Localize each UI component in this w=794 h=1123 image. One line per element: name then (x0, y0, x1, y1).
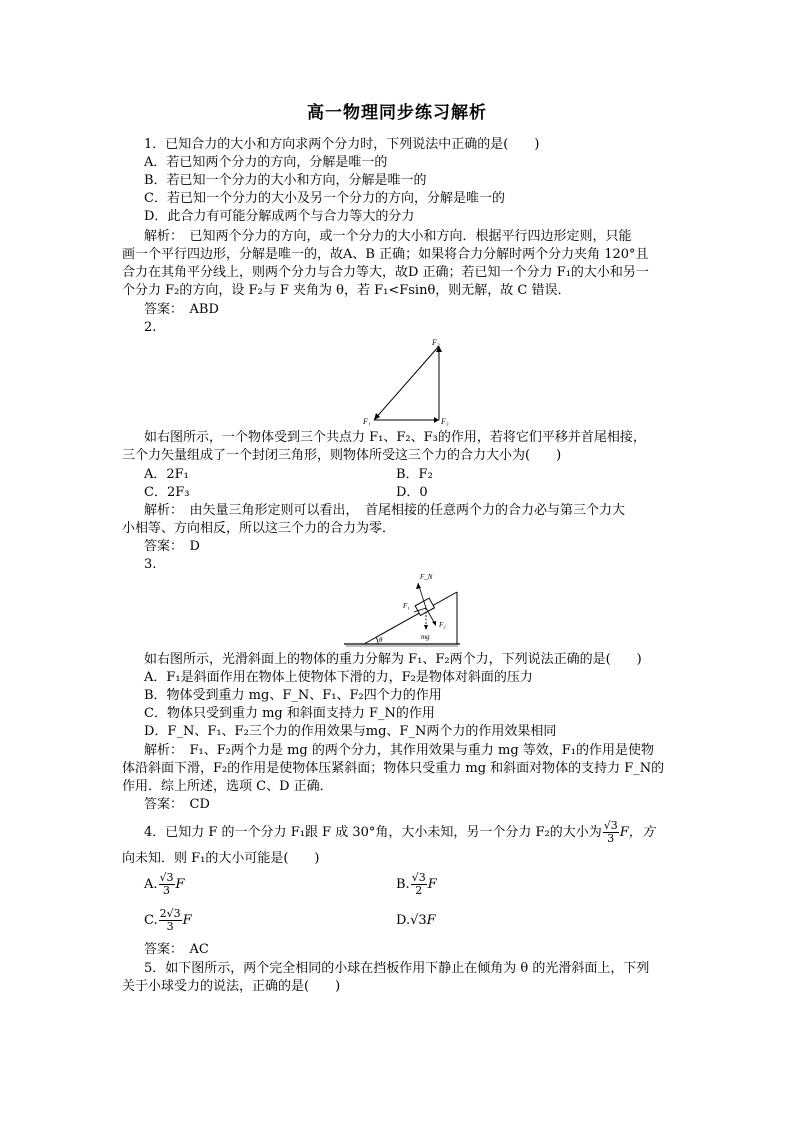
q4-stem-fraction (603, 820, 619, 845)
q2-f2-vector (374, 346, 439, 420)
q4-option-c-var: F (182, 913, 192, 928)
q3-incline-surface (364, 592, 457, 644)
q4-option-a-den: 3 (163, 884, 171, 897)
q3-number: 3. (144, 557, 157, 572)
q1-analysis-line3: 合力在其角平分线上，则两个分力与合力等大，故D 正确；若已知一个分力 F₁的大小和另一 (122, 265, 649, 280)
q4-option-a-fraction (159, 872, 175, 897)
q3-block (415, 598, 434, 615)
q3-label-mg: mg (421, 633, 430, 641)
q3-incline-figure (342, 568, 462, 648)
q3-label-f2: F₂ (439, 621, 446, 629)
q2-analysis-line1: 解析： 由矢量三角形定则可以看出， 首尾相接的任意两个力的合力必与第三个力大 (144, 503, 626, 518)
q4-option-b-den: 2 (415, 884, 423, 897)
q1-analysis-line2: 画一个平行四边形，分解是唯一的，故A、B 正确；如果将合力分解时两个分力夹角 120°且 (122, 247, 649, 262)
q4-option-c (144, 906, 192, 936)
q3-analysis-line2: 体沿斜面下滑，F₂的作用是使物体压紧斜面；物体只受重力 mg 和斜面对物体的支持力 F_N的 (122, 761, 665, 776)
q4-option-d-label: D. (396, 913, 411, 928)
q2-number: 2. (144, 320, 157, 335)
q3-label-f1: F₁ (403, 602, 410, 610)
q4-option-c-den: 3 (166, 920, 174, 933)
q4-option-c-label: C. (144, 913, 158, 928)
q4-option-b-fraction (411, 872, 427, 897)
q3-option-d: D．F_N、F₁、F₂三个力的作用效果与mg、F_N两个力的作用效果相同 (144, 724, 557, 739)
q1-option-b: B．若已知一个分力的大小和方向，分解是唯一的 (144, 173, 427, 188)
q4-option-a-var: F (175, 877, 185, 892)
q4-option-d (396, 912, 436, 930)
q4-stem-frac-num: √3 (603, 819, 618, 832)
q5-stem-line2: 关于小球受力的说法，正确的是( ) (122, 979, 341, 994)
q3-option-c: C．物体只受到重力 mg 和斜面支持力 F_N的作用 (144, 706, 435, 721)
q4-stem-line2: 向未知．则 F₁的大小可能是( ) (122, 851, 320, 866)
q4-option-a-num: √3 (159, 871, 174, 884)
q3-option-b: B．物体受到重力 mg、F_N、F₁、F₂四个力的作用 (144, 688, 442, 703)
q4-option-a (144, 870, 185, 900)
q4-option-a-label: A. (144, 877, 158, 892)
q2-f1-arrowhead (434, 417, 439, 423)
q3-answer: 答案： CD (144, 797, 210, 812)
q2-label-f2: F₂ (432, 338, 440, 347)
q1-option-d: D．此合力有可能分解成两个与合力等大的分力 (144, 209, 415, 224)
q3-option-a: A．F₁是斜面作用在物体上使物体下滑的力，F₂是物体对斜面的压力 (144, 670, 533, 685)
q4-stem-text: 4．已知力 F 的一个分力 F₁跟 F 成 30°角，大小未知，另一个分力 F₂的大小为 (144, 825, 602, 840)
q5-stem-line1: 5．如下图所示，两个完全相同的小球在挡板作用下静止在倾角为 θ 的光滑斜面上，下列 (144, 961, 650, 976)
q2-analysis-line2: 小相等、方向相反，所以这三个力的合力为零． (122, 521, 396, 536)
q1-option-c: C．若已知一个分力的大小及另一个分力的方向，分解是唯一的 (144, 191, 505, 206)
q2-option-c: C．2F₃ (144, 485, 190, 500)
q2-stem-line2: 三个力矢量组成了一个封闭三角形，则物体所受这三个力的合力大小为( ) (122, 448, 562, 463)
q4-stem-line1 (144, 818, 655, 848)
q2-stem-line1: 如右图所示，一个物体受到三个共点力 F₁、F₂、F₃的作用，若将它们平移并首尾相接， (144, 430, 646, 445)
q4-option-c-fraction (159, 908, 182, 933)
q3-mg-arrowhead (424, 625, 428, 630)
q2-label-f3: F₃ (441, 417, 449, 426)
q4-option-d-var: F (426, 913, 436, 928)
q4-option-b-label: B. (396, 877, 410, 892)
q4-stem-frac-den: 3 (607, 832, 615, 845)
q2-option-b: B．F₂ (396, 467, 433, 482)
q3-f2-arrowhead (432, 621, 436, 626)
q3-stem: 如右图所示，光滑斜面上的物体的重力分解为 F₁、F₂两个力，下列说法正确的是( ) (144, 652, 642, 667)
q4-option-c-num: 2√3 (159, 907, 181, 920)
q2-option-d: D．0 (396, 485, 428, 500)
q4-stem-tail: F，方 (619, 825, 655, 840)
q3-label-theta: θ (379, 636, 383, 644)
q4-option-b-var: F (427, 877, 437, 892)
q4-option-b (396, 870, 437, 900)
q2-force-triangle-figure (360, 334, 460, 428)
q3-fn-arrowhead (416, 583, 421, 589)
q2-label-f1: F₁ (363, 417, 371, 426)
q4-option-b-num: √3 (411, 871, 426, 884)
q2-answer: 答案： D (144, 539, 200, 554)
q1-analysis-line4: 个分力 F₂的方向，设 F₂与 F 夹角为 θ，若 F₁<Fsinθ，则无解，故 C 错误． (122, 283, 571, 298)
q1-analysis-line1: 解析： 已知两个分力的方向，或一个分力的大小和方向．根据平行四边形定则，只能 (144, 229, 632, 244)
q3-label-fn: F_N (420, 573, 433, 581)
page-title: 高一物理同步练习解析 (307, 103, 487, 123)
q3-angle-arc (376, 637, 378, 644)
q4-option-d-value: √3 (410, 913, 427, 928)
q1-stem: 1．已知合力的大小和方向求两个分力时，下列说法中正确的是( ) (144, 137, 540, 152)
q1-option-a: A．若已知两个分力的方向，分解是唯一的 (144, 155, 388, 170)
q2-option-a: A．2F₁ (144, 467, 189, 482)
q4-answer: 答案： AC (144, 942, 209, 957)
q3-analysis-line3: 作用．综上所述，选项 C、D 正确． (122, 779, 333, 794)
q1-answer: 答案： ABD (144, 302, 219, 317)
q3-analysis-line1: 解析： F₁、F₂两个力是 mg 的两个分力，其作用效果与重力 mg 等效，F₁的作用是使物 (144, 743, 655, 758)
